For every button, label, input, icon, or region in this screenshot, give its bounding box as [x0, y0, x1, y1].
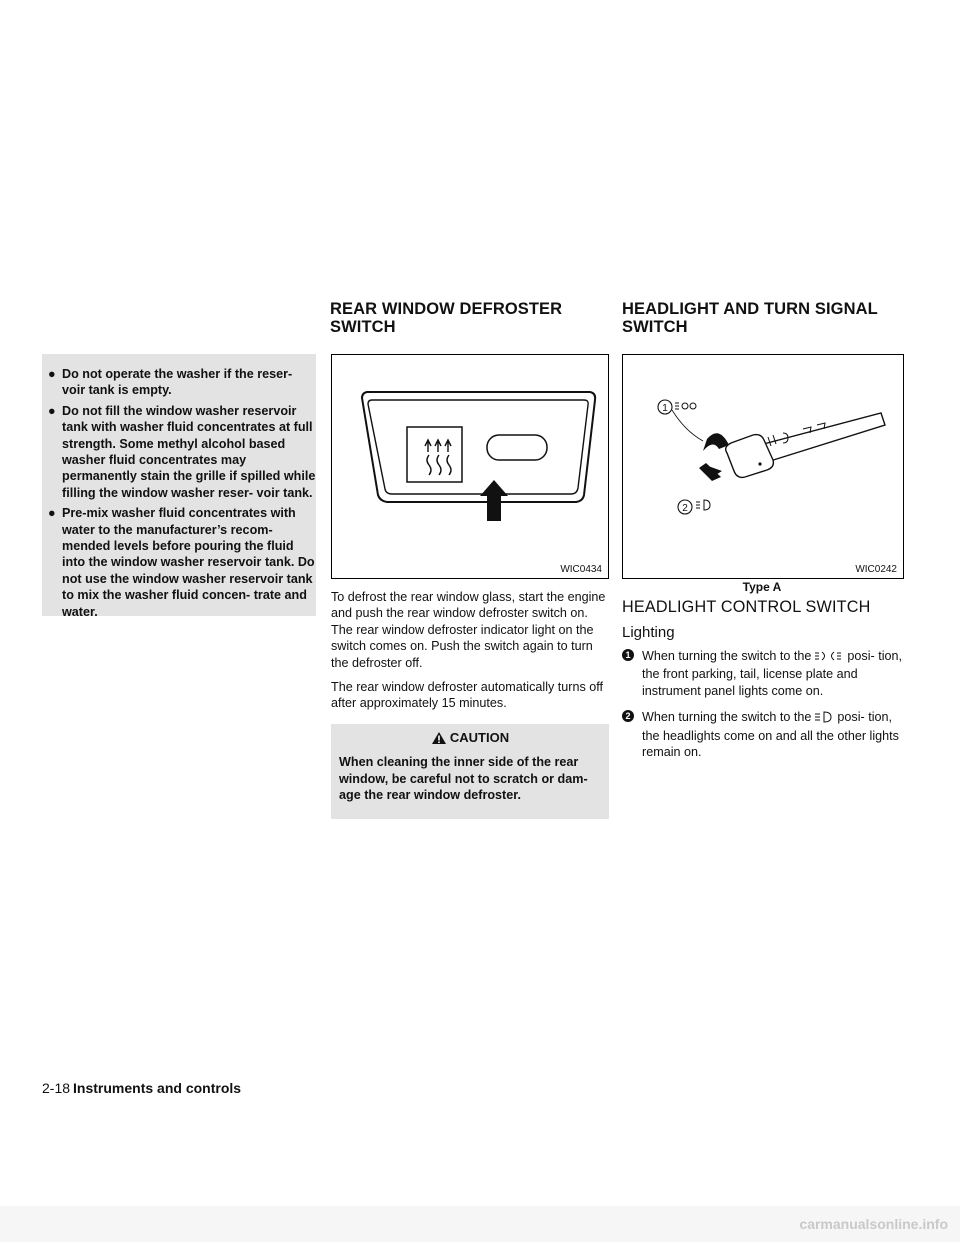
warning-item	[42, 403, 316, 501]
lighting-subheading: Lighting	[622, 624, 675, 641]
heading-line: REAR WINDOW DEFROSTER	[330, 300, 563, 318]
warning-item-text: Pre-mix washer fluid concentrates with water to the manufacturer’s recom- mended levels before pouring the fluid into the window washer reservoir tank. Do not use the window washer reservoir tank to mix the washer fluid concen- trate and water.	[62, 506, 315, 619]
figure-label-1: 1	[662, 403, 668, 414]
bullet-icon: ●	[48, 367, 56, 381]
warning-item-text: Do not operate the washer if the reser- voir tank is empty.	[62, 367, 293, 398]
headlight-control-subheading: HEADLIGHT CONTROL SWITCH	[622, 598, 871, 616]
bullet-icon: ●	[48, 403, 56, 418]
defroster-switch-illustration	[332, 355, 608, 578]
heading-line: SWITCH	[330, 318, 396, 336]
warning-item-text: Do not fill the window washer reservoir tank with washer fluid concentrates at full strength. Some methyl alcohol based washer fluid concentrates may permanently stain the grille if spilled while filling the window washer reser- voir tank.	[62, 403, 316, 500]
step-text-post: posi- tion, the headlights come on and all the other lights remain on.	[642, 710, 899, 760]
caution-heading	[339, 730, 601, 746]
headlight-heading	[622, 300, 922, 336]
caution-box	[331, 724, 609, 820]
warning-item	[42, 366, 316, 399]
lighting-steps	[622, 648, 904, 770]
step-item	[622, 709, 904, 760]
headlight-switch-figure	[622, 354, 904, 579]
step-text-post: posi- tion, the front parking, tail, license plate and instrument panel lights come on.	[642, 649, 903, 698]
warning-list	[42, 366, 316, 620]
caution-title: CAUTION	[449, 729, 510, 745]
figure-code: WIC0242	[855, 564, 897, 575]
heading-line: SWITCH	[622, 318, 688, 336]
watermark-text: carmanualsonline.info	[799, 1216, 948, 1232]
step-text-pre: When turning the switch to the	[642, 649, 812, 663]
step-item	[622, 648, 904, 699]
headlight-icon	[815, 711, 833, 727]
step-number: 1	[622, 649, 634, 661]
paragraph: To defrost the rear window glass, start the engine and push the rear window defroster switch on. The rear window defroster indicator light on the switch comes on. Push the switch again to turn the defroster off.	[331, 590, 606, 670]
page-number: 2-18	[42, 1080, 71, 1096]
section-title: Instruments and controls	[73, 1080, 242, 1096]
bullet-icon: ●	[48, 506, 56, 521]
step-number: 2	[622, 710, 634, 722]
paragraph: The rear window defroster automatically turns off after approximately 15 minutes.	[331, 680, 604, 711]
defroster-switch-figure	[331, 354, 609, 579]
warning-box	[42, 354, 316, 619]
figure-code: WIC0434	[560, 564, 602, 575]
warning-triangle-icon	[431, 731, 447, 745]
figure-label-2: 2	[682, 503, 688, 514]
warning-item	[42, 505, 316, 620]
rear-defroster-body	[331, 589, 609, 819]
watermark-bar	[0, 1206, 960, 1242]
step-text-pre: When turning the switch to the	[642, 710, 812, 725]
headlight-switch-illustration	[623, 355, 903, 578]
caution-text: When cleaning the inner side of the rear window, be careful not to scratch or dam- age the rear window defroster.	[339, 755, 588, 803]
page-footer	[42, 1080, 241, 1096]
rear-defroster-heading	[330, 300, 610, 336]
heading-line: HEADLIGHT AND TURN SIGNAL	[622, 300, 878, 318]
figure-caption: Type A	[742, 580, 782, 594]
parking-light-icon	[815, 650, 843, 666]
